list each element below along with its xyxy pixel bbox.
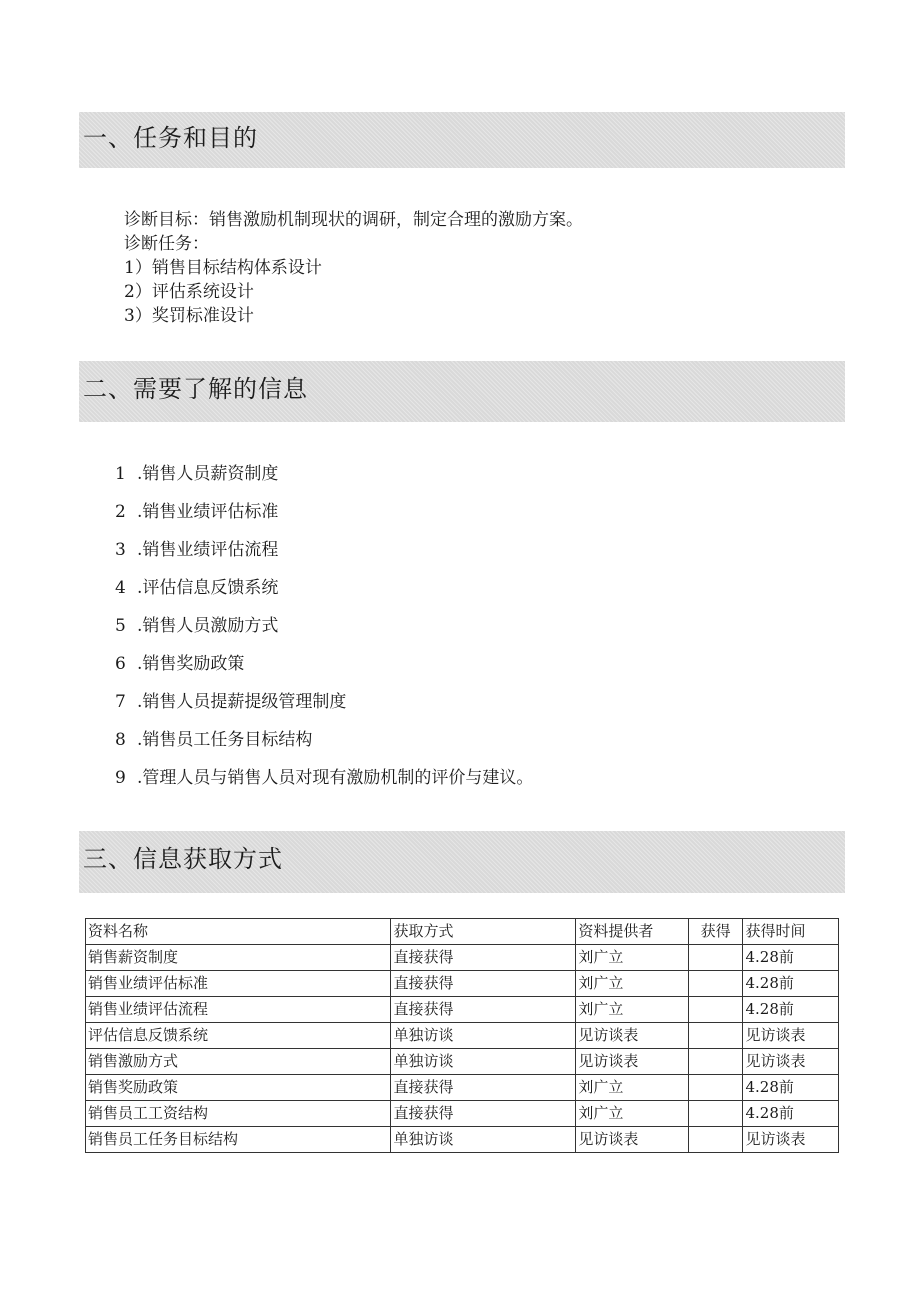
- table-row: [86, 1127, 839, 1153]
- table-cell: 4.28前: [743, 1075, 839, 1101]
- section-band-info-needed: [79, 361, 845, 422]
- table-header-cell: 获取方式: [391, 919, 576, 945]
- list-item: [115, 538, 533, 576]
- section-band-info-acquisition: [79, 831, 845, 893]
- diagnosis-block: [124, 208, 583, 328]
- list-item-number: 5: [115, 616, 126, 636]
- table-cell: 销售员工任务目标结构: [86, 1127, 391, 1153]
- table-cell: 见访谈表: [576, 1049, 688, 1075]
- list-item-text: .销售业绩评估标准: [137, 502, 279, 522]
- table-cell: [688, 1127, 743, 1153]
- list-item-number: 3: [115, 540, 126, 560]
- table-cell: 单独访谈: [391, 1023, 576, 1049]
- list-item-text: .销售人员提薪提级管理制度: [137, 692, 347, 712]
- table-header-cell: 获得: [688, 919, 743, 945]
- table-cell: 刘广立: [576, 945, 688, 971]
- list-item-number: 8: [115, 730, 126, 750]
- list-item-text: .销售奖励政策: [137, 654, 245, 674]
- table-cell: 刘广立: [576, 1101, 688, 1127]
- list-item: [115, 614, 533, 652]
- table-cell: [688, 1023, 743, 1049]
- section-title-info-acquisition: 三、信息获取方式: [83, 845, 283, 873]
- table-row: [86, 971, 839, 997]
- table-cell: 4.28前: [743, 1101, 839, 1127]
- table-row: [86, 1023, 839, 1049]
- info-acquisition-table: [85, 918, 839, 1153]
- list-item: [115, 462, 533, 500]
- table-cell: 刘广立: [576, 997, 688, 1023]
- table-cell: 见访谈表: [576, 1127, 688, 1153]
- diagnosis-goal: 诊断目标：销售激励机制现状的调研，制定合理的激励方案。: [124, 210, 583, 230]
- table-cell: 直接获得: [391, 1075, 576, 1101]
- table-cell: 销售奖励政策: [86, 1075, 391, 1101]
- list-item: [115, 690, 533, 728]
- table-cell: 单独访谈: [391, 1127, 576, 1153]
- table-cell: 4.28前: [743, 971, 839, 997]
- table-cell: [688, 1101, 743, 1127]
- diagnosis-task-label: 诊断任务：: [124, 234, 209, 254]
- list-item-text: .管理人员与销售人员对现有激励机制的评价与建议。: [137, 768, 534, 788]
- section-title-info-needed: 二、需要了解的信息: [83, 375, 308, 403]
- table-cell: 见访谈表: [743, 1127, 839, 1153]
- table-cell: 见访谈表: [576, 1023, 688, 1049]
- list-item-number: 1: [115, 464, 126, 484]
- list-item-number: 7: [115, 692, 126, 712]
- table-header-cell: 获得时间: [743, 919, 839, 945]
- list-item-text: .销售人员激励方式: [137, 616, 279, 636]
- section-band-tasks: [79, 112, 845, 168]
- table-cell: 直接获得: [391, 971, 576, 997]
- info-needed-list: [115, 462, 533, 804]
- list-item-number: 6: [115, 654, 126, 674]
- table-row: [86, 1049, 839, 1075]
- table-row: [86, 997, 839, 1023]
- list-item-text: .销售人员薪资制度: [137, 464, 279, 484]
- table-cell: 销售薪资制度: [86, 945, 391, 971]
- table-cell: 评估信息反馈系统: [86, 1023, 391, 1049]
- list-item: [115, 728, 533, 766]
- table-cell: 销售员工工资结构: [86, 1101, 391, 1127]
- list-item-number: 4: [115, 578, 126, 598]
- table-cell: 见访谈表: [743, 1049, 839, 1075]
- table-cell: [688, 1075, 743, 1101]
- diagnosis-task-item: 3）奖罚标准设计: [124, 306, 254, 326]
- table-row: [86, 1101, 839, 1127]
- diagnosis-task-item: 2）评估系统设计: [124, 282, 254, 302]
- list-item-text: .销售业绩评估流程: [137, 540, 279, 560]
- list-item-text: .销售员工任务目标结构: [137, 730, 313, 750]
- table-cell: [688, 1049, 743, 1075]
- list-item: [115, 652, 533, 690]
- list-item-number: 9: [115, 768, 126, 788]
- table-cell: [688, 945, 743, 971]
- table-row: [86, 1075, 839, 1101]
- table-cell: 直接获得: [391, 945, 576, 971]
- table-cell: 单独访谈: [391, 1049, 576, 1075]
- table-row: [86, 945, 839, 971]
- table-cell: 刘广立: [576, 1075, 688, 1101]
- table-cell: 直接获得: [391, 997, 576, 1023]
- list-item: [115, 500, 533, 538]
- list-item-text: .评估信息反馈系统: [137, 578, 279, 598]
- table-cell: [688, 971, 743, 997]
- list-item: [115, 766, 533, 804]
- table-cell: 销售业绩评估标准: [86, 971, 391, 997]
- list-item-number: 2: [115, 502, 126, 522]
- diagnosis-task-item: 1）销售目标结构体系设计: [124, 258, 322, 278]
- table-cell: 刘广立: [576, 971, 688, 997]
- table-cell: 直接获得: [391, 1101, 576, 1127]
- list-item: [115, 576, 533, 614]
- table-cell: 4.28前: [743, 945, 839, 971]
- table-header-cell: 资料提供者: [576, 919, 688, 945]
- table-cell: [688, 997, 743, 1023]
- table-cell: 销售业绩评估流程: [86, 997, 391, 1023]
- table-cell: 见访谈表: [743, 1023, 839, 1049]
- section-title-tasks: 一、任务和目的: [83, 124, 258, 152]
- table-cell: 4.28前: [743, 997, 839, 1023]
- table-header-cell: 资料名称: [86, 919, 391, 945]
- table-header-row: [86, 919, 839, 945]
- table-cell: 销售激励方式: [86, 1049, 391, 1075]
